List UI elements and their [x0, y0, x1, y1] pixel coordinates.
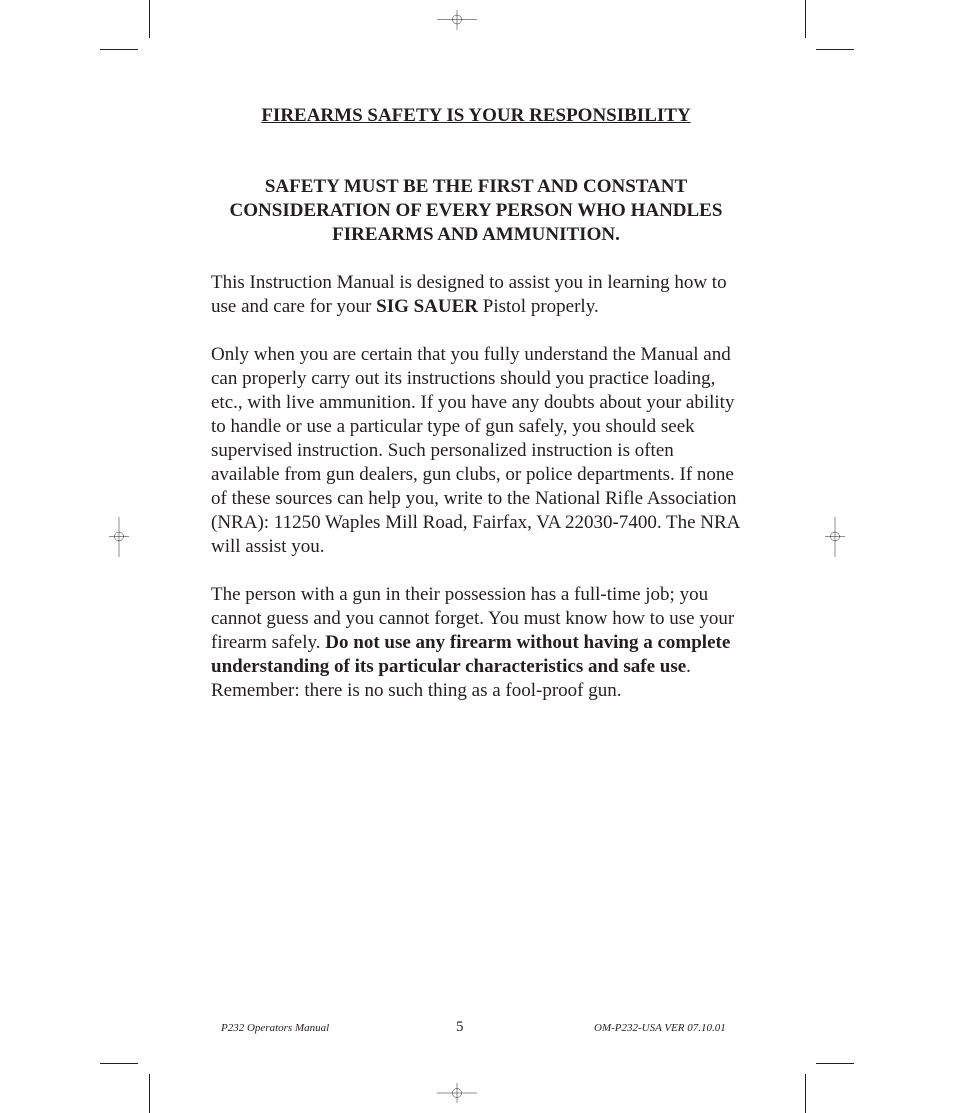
safety-warning-line: SAFETY MUST BE THE FIRST AND CONSTANT: [264, 176, 688, 197]
crop-mark-top-left-vertical: [149, 0, 150, 38]
page-heading: FIREARMS SAFETY IS YOUR RESPONSIBILITY: [261, 105, 691, 126]
responsibility-emphasis: Do not use any firearm without having a complete understanding of its particular characteristics and safe use: [211, 632, 731, 677]
responsibility-paragraph: [211, 583, 741, 703]
responsibility-text-end: . Remember: there is no such thing as a fool-proof gun.: [211, 656, 691, 701]
safety-warning: [211, 175, 741, 247]
responsibility-text: The person with a gun in their possession has a full-time job; you cannot guess and you cannot forget. You must know how to use your firearm safely.: [211, 584, 735, 653]
crop-mark-top-left-horizontal: [100, 49, 138, 50]
safety-warning-line: CONSIDERATION OF EVERY PERSON WHO HANDLES: [229, 200, 723, 221]
crop-mark-bottom-left-horizontal: [100, 1063, 138, 1064]
instruction-paragraph: Only when you are certain that you fully understand the Manual and can properly carry out its instructions should you practice loading, etc., with live ammunition. If you have any doubts about your ability to handle or use a particular type of gun safely, you should seek supervised instruction. Such personalized instruction is often available from gun dealers, gun clubs, or police departments. If none of these sources can help you, write to the National Rifle Association (NRA): 11250 Waples Mill Road, Fairfax, VA 22030-7400. The NRA will assist you.: [211, 344, 740, 557]
intro-text-end: Pistol properly.: [478, 296, 599, 317]
registration-mark-top-icon: [437, 0, 477, 40]
registration-mark-left-icon: [99, 517, 139, 557]
registration-mark-bottom-icon: [437, 1073, 477, 1113]
crop-mark-bottom-right-horizontal: [816, 1063, 854, 1064]
brand-name: SIG SAUER: [376, 296, 479, 317]
intro-paragraph: [211, 271, 741, 319]
page-content: [211, 104, 741, 703]
footer-manual-title: P232 Operators Manual: [221, 1022, 330, 1034]
crop-mark-top-right-horizontal: [816, 49, 854, 50]
safety-warning-line: FIREARMS AND AMMUNITION.: [332, 224, 620, 245]
intro-text: This Instruction Manual is designed to assist you in learning how to use and care for your: [211, 272, 727, 317]
crop-mark-bottom-right-vertical: [805, 1074, 806, 1113]
registration-mark-right-icon: [815, 517, 855, 557]
crop-mark-top-right-vertical: [805, 0, 806, 38]
page-footer: [0, 1019, 954, 1039]
footer-version: OM-P232-USA VER 07.10.01: [594, 1022, 726, 1034]
page-number: 5: [456, 1019, 464, 1035]
crop-mark-bottom-left-vertical: [149, 1074, 150, 1113]
